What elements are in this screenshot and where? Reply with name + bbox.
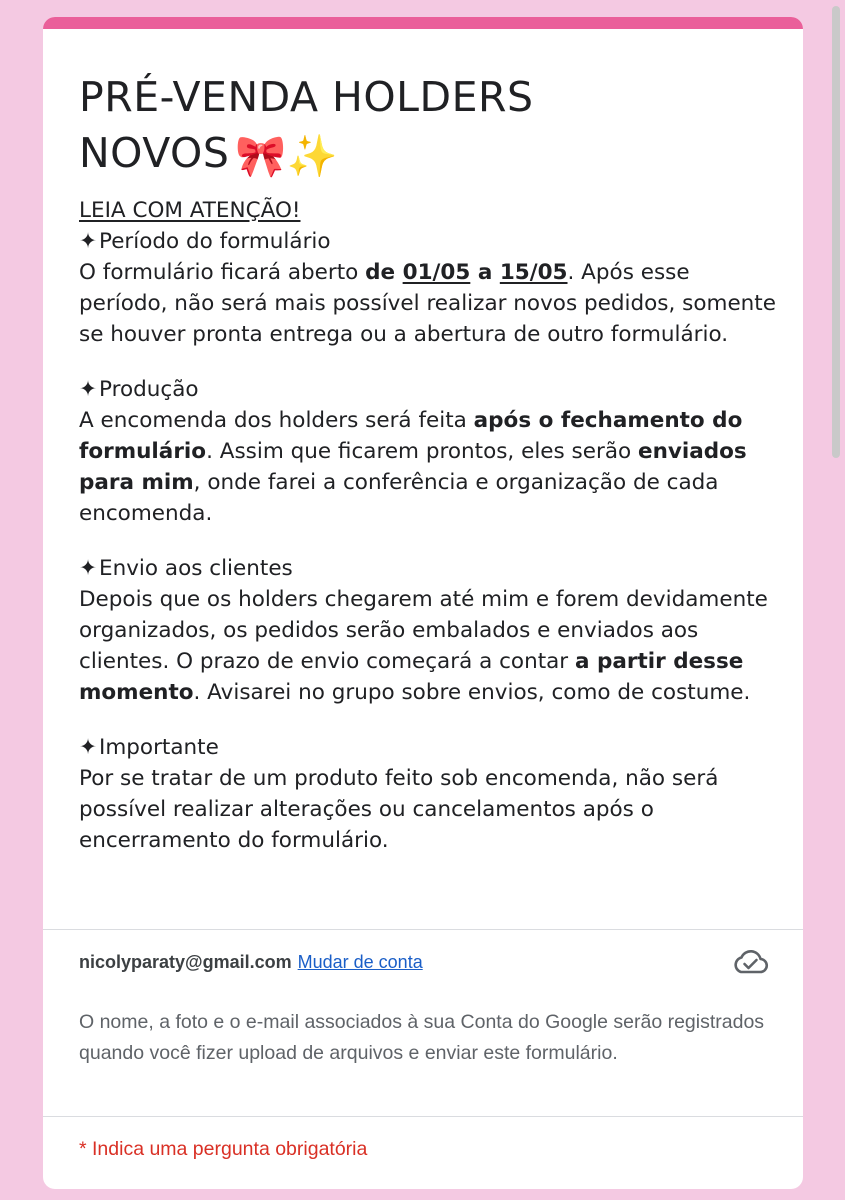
- form-title: [79, 69, 769, 184]
- scrollbar-thumb[interactable]: [832, 6, 840, 458]
- star-icon: ✦: [79, 377, 98, 402]
- privacy-notice: O nome, a foto e o e-mail associados à sua Conta do Google serão registrados quando você fizer upload de arquivos e enviar este formulário.: [79, 1011, 765, 1064]
- cloud-check-icon: [731, 947, 769, 977]
- switch-account-link[interactable]: Mudar de conta: [297, 952, 423, 972]
- section-body-production: A encomenda dos holders será feita após o fechamento do formulário. Assim que ficarem prontos, eles serão enviados para mim, onde farei a conferência e organização de cada encomenda.: [79, 408, 747, 526]
- star-icon: ✦: [79, 735, 98, 760]
- divider: [43, 929, 803, 930]
- star-icon: ✦: [79, 556, 98, 581]
- notice-heading: LEIA COM ATENÇÃO!: [79, 198, 301, 223]
- form-title-line1: PRÉ-VENDA HOLDERS: [79, 73, 534, 121]
- section-heading-period: ✦Período do formulário: [79, 226, 779, 257]
- section-body-period: O formulário ficará aberto de 01/05 a 15/05. Após esse período, não será mais possível realizar novos pedidos, somente se houver pronta entrega ou a abertura de outro formulário.: [79, 260, 776, 347]
- card-accent-bar: [43, 17, 803, 29]
- star-icon: ✦: [79, 229, 98, 254]
- section-heading-important: ✦Importante: [79, 732, 779, 763]
- form-title-line2: NOVOS: [79, 129, 230, 177]
- section-heading-shipping: ✦Envio aos clientes: [79, 553, 779, 584]
- section-body-shipping: Depois que os holders chegarem até mim e forem devidamente organizados, os pedidos serão embalados e enviados aos clientes. O prazo de envio começará a contar a partir desse momento. Avisarei no grupo sobre envios, como de costume.: [79, 587, 768, 705]
- form-description: [79, 195, 779, 856]
- required-question-note: * Indica uma pergunta obrigatória: [79, 1138, 368, 1160]
- form-header-card: [43, 17, 803, 1189]
- bow-sparkles-emoji: 🎀✨: [235, 132, 339, 180]
- account-row: [79, 948, 769, 976]
- account-email: nicolyparaty@gmail.com: [79, 952, 292, 972]
- section-heading-production: ✦Produção: [79, 374, 779, 405]
- section-body-important: Por se tratar de um produto feito sob encomenda, não será possível realizar alterações ou cancelamentos após o encerramento do formulário.: [79, 766, 719, 853]
- divider: [43, 1116, 803, 1117]
